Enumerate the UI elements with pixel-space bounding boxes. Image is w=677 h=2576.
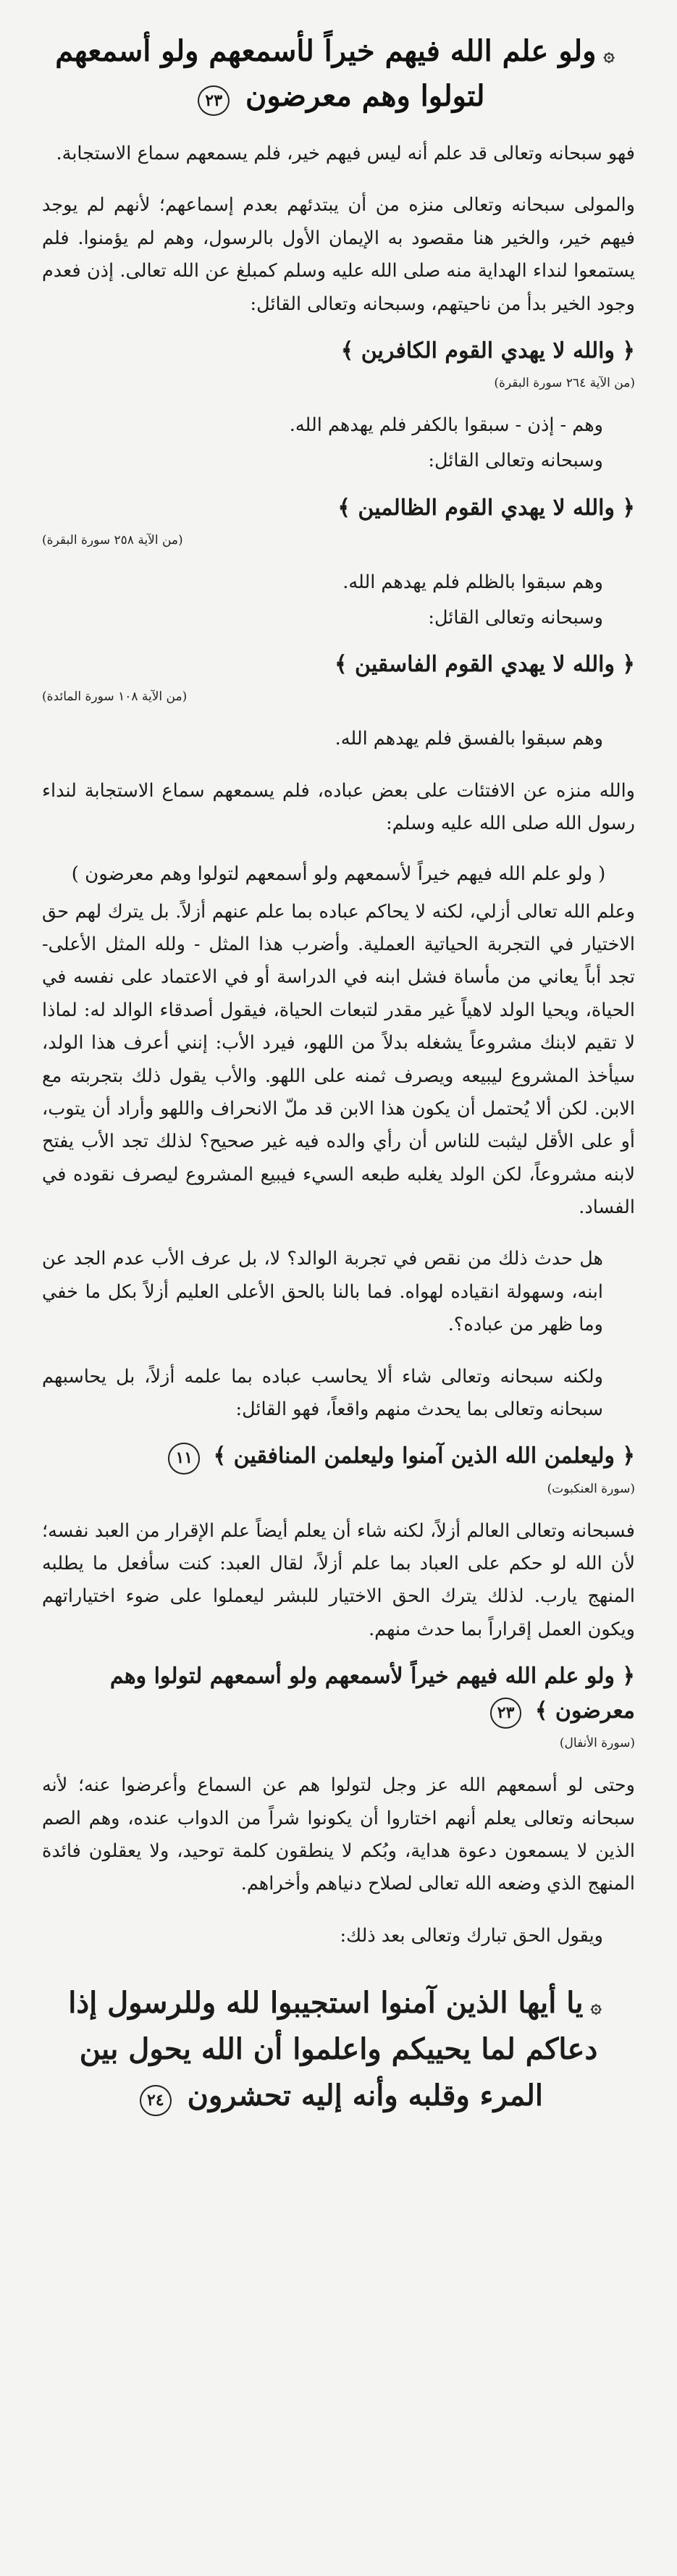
ornament-icon: ۞ [603,44,615,66]
quoted-verse: ( ولو علم الله فيهم خيراً لأسمعهم ولو أسمعهم لتولوا وهم معرضون ) [71,863,606,885]
paragraph: وعلم الله تعالى أزلي، لكنه لا يحاكم عباده بما علم عنهم أزلاً. بل يترك لهم حق الاختيار في التجربة الحياتية العملية. وأضرب هذا المثل - ولله المثل الأعلى- تجد أباً يعاني من مأساة فشل ابنه في الدراسة أو في الاعتماد على نفسه في الحياة، ويحيا الولد لاهياً غير مقدر لتبعات الحياة، فيقول أصدقاء الوالد له: لماذا لا تقيم لابنك مشروعاً يشغله بدلاً من اللهو، فيرد الأب: إنني أعرف هذا الولد، سيأخذ المشروع ليبيعه ويصرف ثمنه على اللهو. والأب يقول ذلك بتجربته مع الابن. لكن ألا يُحتمل أن يكون هذا الابن قد ملّ الانحراف واللهو وأراد أن يتوب، أو على الأقل ليثبت للناس أن رأي والده فيه غير صحيح؟ لذلك تجد الأب يفتح لابنه مشروعاً، لكن الولد يغلبه طبعه السيء فيبيع المشروع ليصرف نقوده في الفساد. [42,900,635,1219]
paragraph: والله منزه عن الافتئات على بعض عباده، فلم يسمعهم سماع الاستجابة لنداء رسول الله صلى الله عليه وسلم: [42,779,635,835]
header-verse-text-2: لتولوا وهم معرضون [245,79,485,113]
verse-number-badge: ٢٣ [490,1698,522,1729]
paragraph: وهم سبقوا بالظلم فلم يهدهم الله. [342,571,603,593]
quran-verse [42,1659,635,1729]
verse-number-badge: ١١ [168,1443,200,1474]
final-verse-text-1: يا أيها الذين آمنوا استجيبوا لله وللرسول إذا [68,1986,584,2021]
verse-number-badge: ٢٤ [140,2085,172,2116]
paragraph: ولكنه سبحانه وتعالى شاء ألا يحاسب عباده بما علمه أزلاً، بل يحاسبهم سبحانه وتعالى بما يحدث منهم واقعاً، فهو القائل: [42,1365,603,1420]
paragraph: وهم سبقوا بالفسق فلم يهدهم الله. [335,728,603,750]
paragraph: والمولى سبحانه وتعالى منزه من أن يبتدئهم بعدم إسماعهم؛ لأنهم لم يوجد فيهم خير، والخير هنا مقصود به الإيمان الأول بالرسول، وهم لم يؤمنوا. فلم يستمعوا لنداء الهداية منه صلى الله عليه وسلم كمبلغ عن الله تعالى. إذن فعدم وجود الخير بدأ من ناحيتهم، وسبحانه وتعالى القائل: [42,194,635,315]
paragraph: هل حدث ذلك من نقص في تجربة الوالد؟ لا، بل عرف الأب عدم الجد عن ابنه، وسهولة انقياده لهواه. فما بالنا بالحق الأعلى العليم أزلاً بكل ما خفي وما ظهر من عباده؟. [42,1248,603,1336]
quran-verse-text: ﴿ وليعلمن الله الذين آمنوا وليعلمن المنافقين ﴾ [213,1443,635,1469]
quran-verse-text: ﴿ ولو علم الله فيهم خيراً لأسمعهم ولو أسمعهم لتولوا وهم معرضون ﴾ [109,1664,635,1724]
verse-number-badge: ٢٣ [198,85,230,116]
header-verse-line-2 [42,74,635,119]
header-verse [42,29,635,119]
final-verse [42,1980,635,2119]
quran-verse: ﴿ والله لا يهدي القوم الكافرين ﴾ [340,337,635,364]
paragraph: فهو سبحانه وتعالى قد علم أنه ليس فيهم خير، فلم يسمعهم سماع الاستجابة. [56,143,635,164]
ornament-icon: ۞ [590,1996,602,2018]
verse-reference: (من الآية ١٠٨ سورة المائدة) [42,689,188,705]
paragraph: وهم - إذن - سبقوا بالكفر فلم يهدهم الله. [289,414,603,436]
final-verse-line-1 [42,1980,635,2026]
verse-reference: (من الآية ٢٥٨ سورة البقرة) [42,532,183,547]
quran-verse: ﴿ والله لا يهدي القوم الفاسقين ﴾ [334,652,635,678]
final-verse-line-3 [42,2073,635,2119]
final-verse-text-3: المرء وقلبه وأنه إليه تحشرون [187,2078,543,2113]
header-verse-line-1 [42,29,635,74]
quran-verse: ﴿ والله لا يهدي القوم الظالمين ﴾ [337,495,635,521]
paragraph: وسبحانه وتعالى القائل: [428,607,603,629]
paragraph: وسبحانه وتعالى القائل: [428,450,603,472]
final-verse-line-2: دعاكم لما يحييكم واعلموا أن الله يحول بين [79,2032,598,2067]
verse-reference: (سورة الأنفال) [559,1736,635,1751]
paragraph: فسبحانه وتعالى العالم أزلاً، لكنه شاء أن يعلم أيضاً علم الإقرار من العبد نفسه؛ لأن الله لو حكم على العباد بما علم أزلاً، لقال العبد: كنت سأفعل ما يطلبه المنهج يارب. لذلك يترك الحق الاختيار للبشر ليعملوا على ضوء اختياراتهم ويكون العمل إقراراً بما حدث منهم. [42,1519,635,1640]
quran-verse [42,1439,635,1474]
paragraph: ويقول الحق تبارك وتعالى بعد ذلك: [340,1924,603,1947]
header-verse-text-1: ولو علم الله فيهم خيراً لأسمعهم ولو أسمعهم [55,34,597,68]
verse-reference: (سورة العنكبوت) [547,1481,635,1496]
paragraph: وحتى لو أسمعهم الله عز وجل لتولوا هم عن السماع وأعرضوا عنه؛ لأنه سبحانه وتعالى يعلم أنهم اختاروا أن يكونوا شراً من الدواب عنده، وهم الصم الذين لا يسمعون دعوة هداية، وبُكم لا ينطقون كلمة توحيد، ولا يعقلون فائدة المنهج الذي وضعه الله تعالى لصلاح دنياهم وأخراهم. [42,1774,635,1895]
verse-reference: (من الآية ٢٦٤ سورة البقرة) [494,375,635,390]
